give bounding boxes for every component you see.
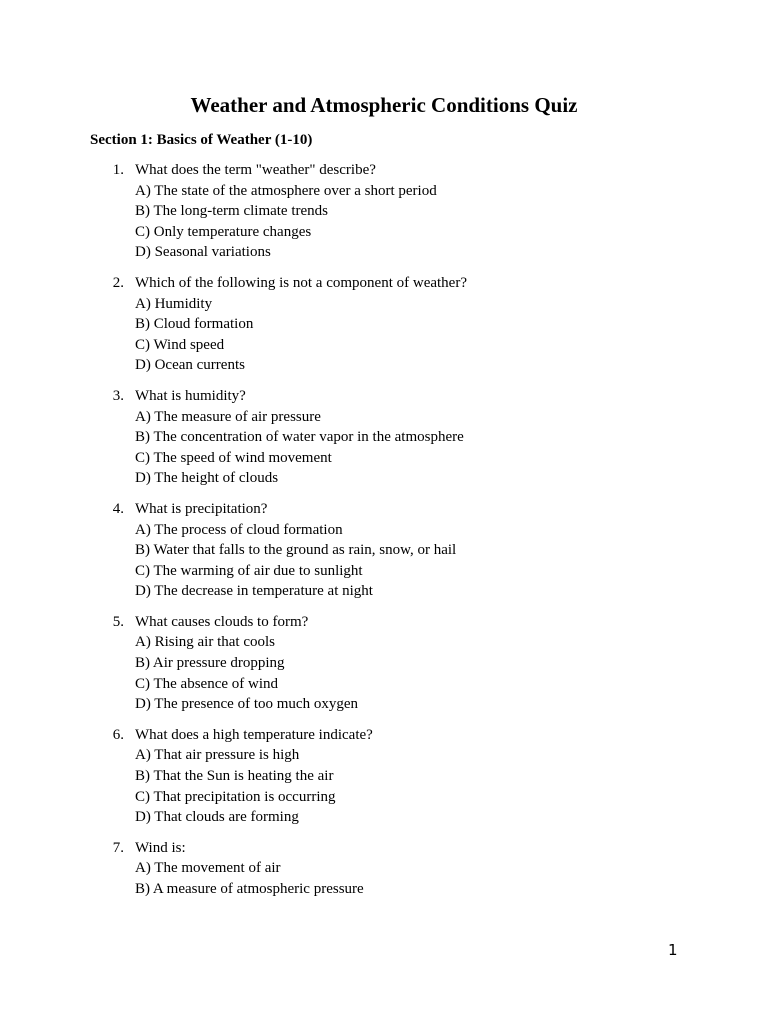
answer-option: B) The concentration of water vapor in the atmosphere (135, 429, 464, 446)
answer-option: C) Wind speed (135, 336, 225, 353)
question-body (135, 612, 768, 715)
answer-option: A) Rising air that cools (135, 634, 275, 651)
question-text: What does a high temperature indicate? (135, 726, 373, 743)
answer-option: B) The long-term climate trends (135, 203, 329, 220)
answer-option: B) A measure of atmospheric pressure (135, 881, 364, 897)
answer-option: A) The movement of air (135, 860, 281, 877)
question-item (0, 273, 768, 376)
answer-option: A) That air pressure is high (135, 747, 300, 764)
question-body (135, 838, 768, 900)
question-body (135, 160, 768, 263)
answer-option: B) Air pressure dropping (135, 655, 285, 672)
question-body (135, 499, 768, 602)
question-body (135, 273, 768, 376)
answer-option: D) Seasonal variations (135, 244, 271, 261)
question-text: What does the term "weather" describe? (135, 162, 376, 178)
question-number: 2. (112, 274, 124, 291)
question-text: What is humidity? (135, 387, 246, 404)
question-number: 1. (112, 162, 124, 178)
question-item (0, 838, 768, 900)
answer-option: C) The absence of wind (135, 675, 279, 692)
answer-option: C) That precipitation is occurring (135, 788, 336, 805)
page-number: 1 (668, 941, 678, 959)
question-item (0, 612, 768, 715)
question-number: 4. (112, 500, 124, 517)
answer-option: B) Cloud formation (135, 316, 254, 333)
answer-option: D) Ocean currents (135, 357, 245, 374)
answer-option: A) Humidity (135, 295, 213, 312)
answer-option: A) The process of cloud formation (135, 521, 343, 538)
answer-option: C) Only temperature changes (135, 223, 312, 240)
question-list (0, 160, 768, 910)
question-item (0, 725, 768, 828)
answer-option: A) The state of the atmosphere over a short period (135, 182, 437, 199)
question-number: 3. (112, 387, 124, 404)
answer-option: D) The decrease in temperature at night (135, 583, 373, 600)
question-item (0, 499, 768, 602)
answer-option: A) The measure of air pressure (135, 408, 321, 425)
answer-option: C) The speed of wind movement (135, 449, 332, 466)
question-text: Wind is: (135, 839, 186, 856)
question-text: What is precipitation? (135, 500, 268, 517)
answer-option: D) That clouds are forming (135, 809, 299, 826)
answer-option: D) The height of clouds (135, 470, 279, 487)
answer-option: B) Water that falls to the ground as rain, snow, or hail (135, 542, 457, 559)
question-text: Which of the following is not a component of weather? (135, 274, 467, 291)
question-number: 6. (112, 726, 124, 743)
answer-option: B) That the Sun is heating the air (135, 768, 334, 785)
question-body (135, 386, 768, 489)
question-number: 7. (112, 839, 124, 856)
question-body (135, 725, 768, 828)
section-heading: Section 1: Basics of Weather (1-10) (90, 132, 313, 148)
question-text: What causes clouds to form? (135, 613, 309, 630)
question-item (0, 160, 768, 263)
document-title: Weather and Atmospheric Conditions Quiz (190, 93, 578, 117)
answer-option: C) The warming of air due to sunlight (135, 562, 363, 579)
answer-option: D) The presence of too much oxygen (135, 696, 358, 713)
question-item (0, 386, 768, 489)
question-number: 5. (112, 613, 124, 630)
